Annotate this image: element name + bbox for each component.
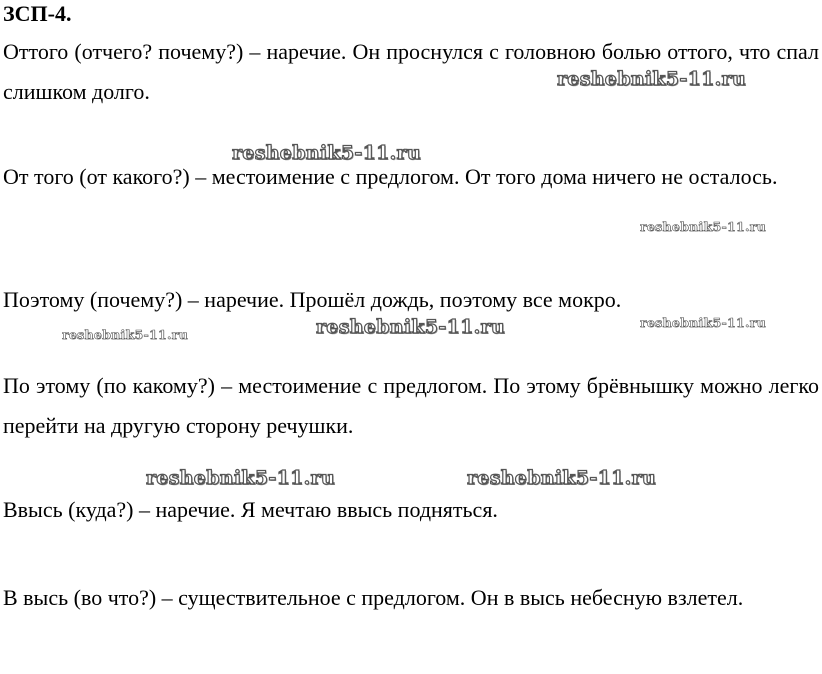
watermark: reshebnik5-11.ru	[316, 316, 505, 338]
paragraph-vvys: Ввысь (куда?) – наречие. Я мечтаю ввысь подняться.	[3, 497, 498, 522]
watermark: reshebnik5-11.ru	[467, 467, 656, 489]
watermark: reshebnik5-11.ru	[146, 467, 335, 489]
paragraph-ot-togo: От того (от какого?) – местоимение с предлогом. От того дома ничего не осталось.	[3, 164, 778, 189]
watermark: reshebnik5-11.ru	[640, 219, 766, 234]
exercise-heading: ЗСП-4.	[3, 1, 72, 26]
watermark: reshebnik5-11.ru	[232, 142, 421, 164]
paragraph-ottogo: Оттого (отчего? почему?) – наречие. Он проснулся с головною болью оттого, что спал слишком долго.	[3, 39, 819, 104]
paragraph-po-etomu: По этому (по какому?) – местоимение с предлогом. По этому брёвнышку можно легко перейти на другую сторону речушки.	[3, 373, 819, 438]
watermark: reshebnik5-11.ru	[62, 327, 188, 342]
paragraph-v-vys: В высь (во что?) – существительное с предлогом. Он в высь небесную взлетел.	[3, 585, 744, 610]
watermark: reshebnik5-11.ru	[640, 315, 766, 330]
watermark: reshebnik5-11.ru	[557, 68, 746, 90]
paragraph-poetomu: Поэтому (почему?) – наречие. Прошёл дождь, поэтому все мокро.	[3, 287, 622, 312]
